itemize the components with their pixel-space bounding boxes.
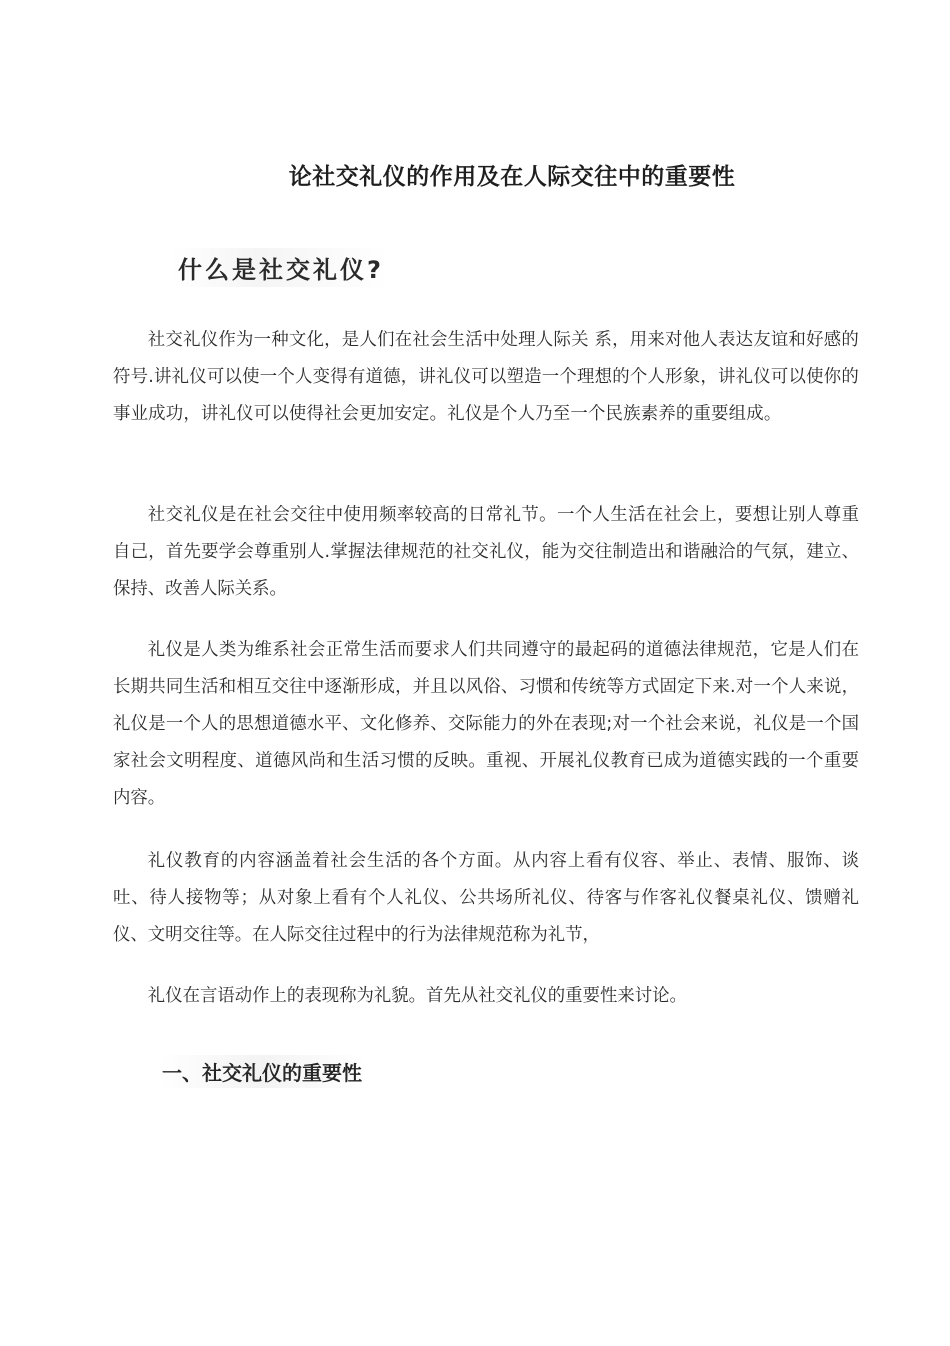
sub-heading: 一、社交礼仪的重要性 [158, 1055, 366, 1088]
paragraph-4: 礼仪教育的内容涵盖着社会生活的各个方面。从内容上看有仪容、举止、表情、服饰、谈吐、待人接物等；从对象上看有个人礼仪、公共场所礼仪、待客与作客礼仪餐桌礼仪、馈赠礼仪、文明交往等。在人际交往过程中的行为法律规范称为礼节， [113, 851, 859, 945]
paragraph-5: 礼仪在言语动作上的表现称为礼貌。首先从社交礼仪的重要性来讨论。 [147, 986, 687, 1006]
paragraph-2: 社交礼仪是在社会交往中使用频率较高的日常礼节。一个人生活在社会上，要想让别人尊重自己，首先要学会尊重别人.掌握法律规范的社交礼仪，能为交往制造出和谐融洽的气氛，建立、保持、改善人际关系。 [113, 505, 859, 599]
paragraph-3: 礼仪是人类为维系社会正常生活而要求人们共同遵守的最起码的道德法律规范，它是人们在长期共同生活和相互交往中逐渐形成，并且以风俗、习惯和传统等方式固定下来.对一个人来说，礼仪是一个人的思想道德水平、文化修养、交际能力的外在表现;对一个社会来说，礼仪是一个国家社会文明程度、道德风尚和生活习惯的反映。重视、开展礼仪教育已成为道德实践的一个重要内容。 [113, 640, 859, 808]
section-heading: 什么是社交礼仪? [172, 248, 390, 287]
document-title: 论社交礼仪的作用及在人际交往中的重要性 [288, 164, 736, 190]
paragraph-1: 社交礼仪作为一种文化，是人们在社会生活中处理人际关 系，用来对他人表达友谊和好感的符号.讲礼仪可以使一个人变得有道德，讲礼仪可以塑造一个理想的个人形象，讲礼仪可以使你的事业成功，讲礼仪可以使得社会更加安定。礼仪是个人乃至一个民族素养的重要组成。 [113, 330, 859, 424]
